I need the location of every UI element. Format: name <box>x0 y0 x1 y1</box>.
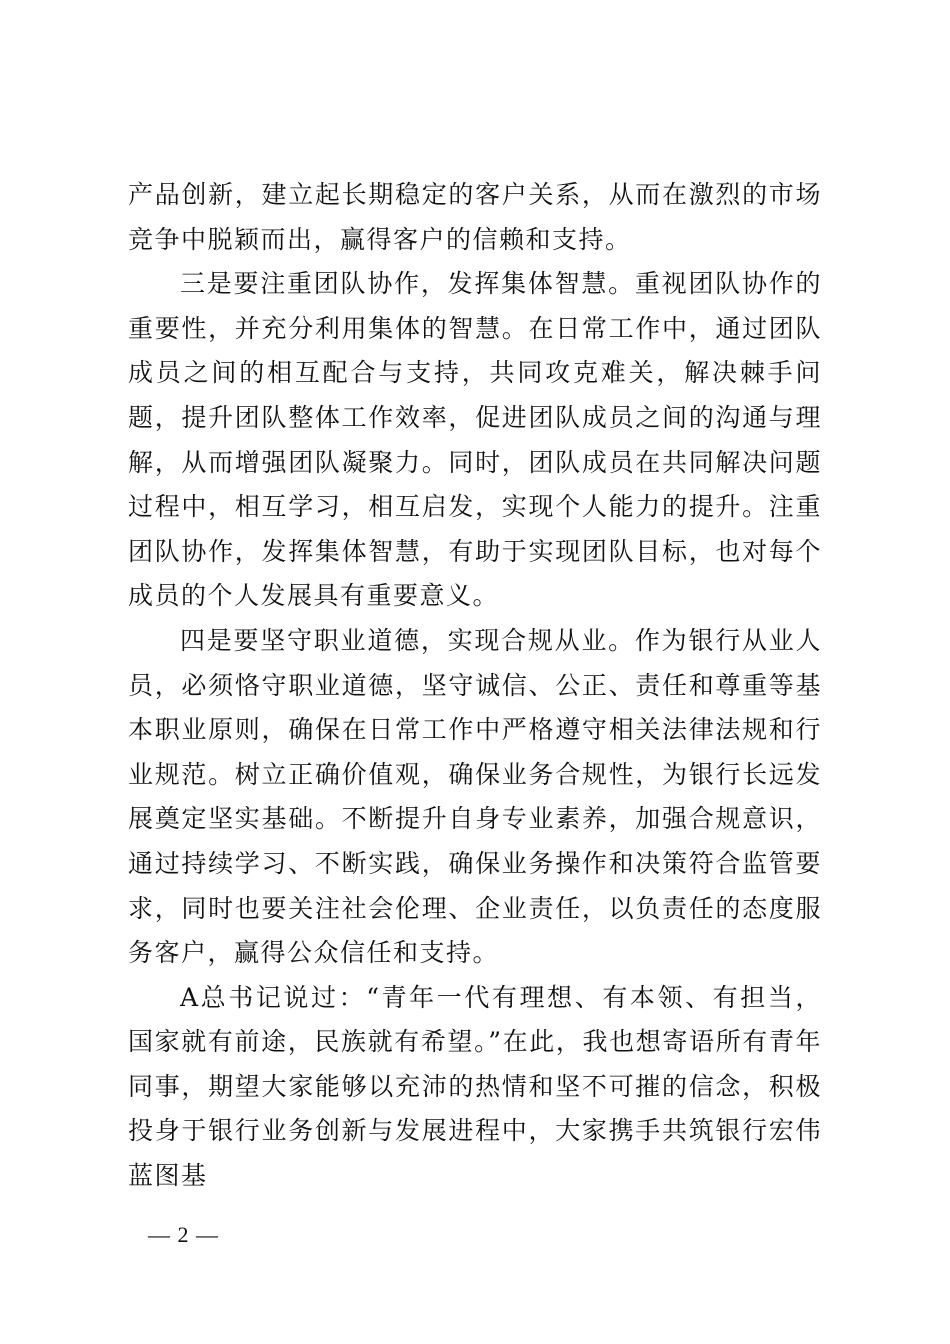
paragraph-continuation: 产品创新，建立起长期稳定的客户关系，从而在激烈的市场竞争中脱颖而出，赢得客户的信赖和支持。 <box>128 180 822 254</box>
document-body <box>128 173 822 1199</box>
paragraph-quote: A总书记说过：“青年一代有理想、有本领、有担当，国家就有前途，民族就有希望。”在此，我也想寄语所有青年同事，期望大家能够以充沛的热情和坚不可摧的信念，积极投身于银行业务创新与发展进程中，大家携手共筑银行宏伟蓝图基 <box>128 982 822 1191</box>
page-number: — 2 — <box>148 1222 219 1247</box>
paragraph-ethics: 四是要坚守职业道德，实现合规从业。作为银行从业人员，必须恪守职业道德，坚守诚信、公正、责任和尊重等基本职业原则，确保在日常工作中严格遵守相关法律法规和行业规范。树立正确价值观，确保业务合规性，为银行长远发展奠定坚实基础。不断提升自身专业素养，加强合规意识，通过持续学习、不断实践，确保业务操作和决策符合监管要求，同时也要关注社会伦理、企业责任，以负责任的态度服务客户，赢得公众信任和支持。 <box>128 625 822 968</box>
paragraph-teamwork: 三是要注重团队协作，发挥集体智慧。重视团队协作的重要性，并充分利用集体的智慧。在日常工作中，通过团队成员之间的相互配合与支持，共同攻克难关，解决棘手问题，提升团队整体工作效率，促进团队成员之间的沟通与理解，从而增强团队凝聚力。同时，团队成员在共同解决问题过程中，相互学习，相互启发，实现个人能力的提升。注重团队协作，发挥集体智慧，有助于实现团队目标，也对每个成员的个人发展具有重要意义。 <box>128 269 822 611</box>
